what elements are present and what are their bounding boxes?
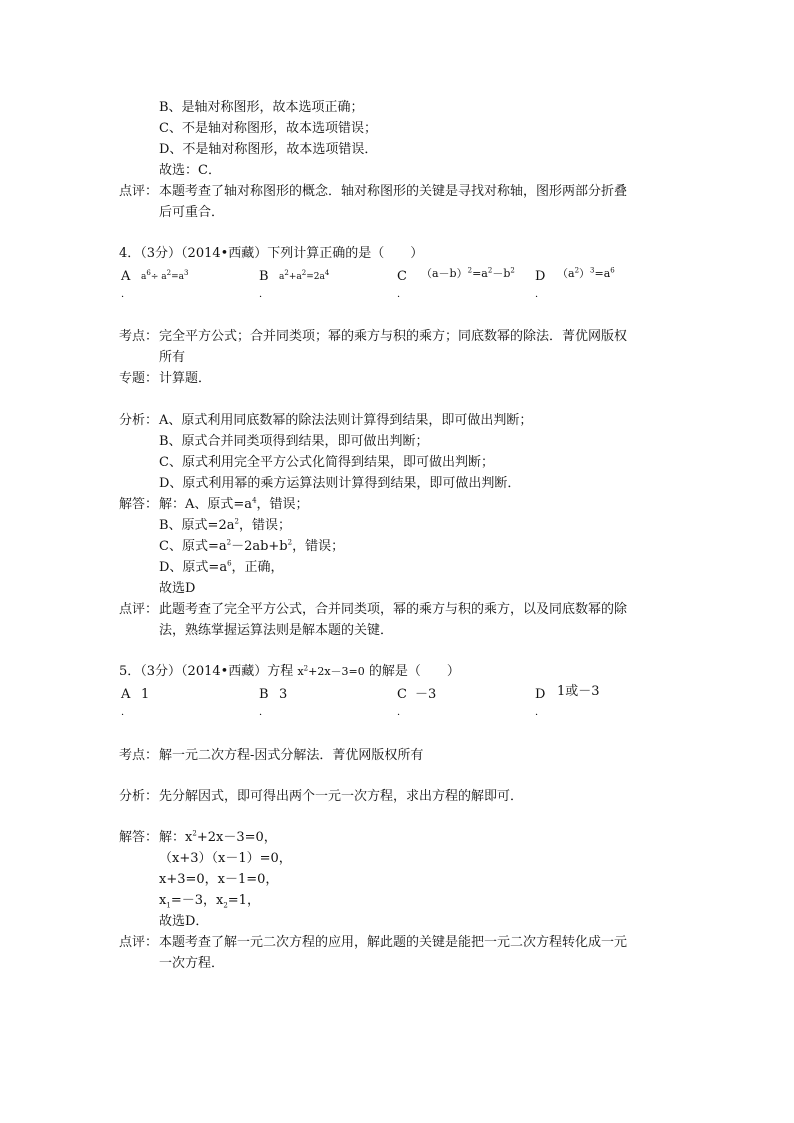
q5-comment-line2: 一次方程． (159, 956, 225, 971)
q3-option-b-note: B、是轴对称图形，故本选项正确； (159, 100, 364, 115)
q4-kaodian-label: 考点： (119, 329, 159, 344)
q4-jieda-line-c: C、原式$=a^2-2ab+b^2$，错误； (159, 538, 345, 554)
q4-option-d-expr: $(a^2)^3=a^6$ (557, 266, 615, 280)
q3-option-d-note: D、不是轴对称图形，故本选项错误． (159, 142, 378, 157)
q4-comment-label: 点评： (119, 602, 159, 617)
q4-kaodian-line1: 完全平方公式；合并同类项；幂的乘方与积的乘方；同底数幂的除法．菁优网版权 (159, 329, 628, 344)
option-dot: ． (397, 707, 407, 718)
q3-option-c-note: C、不是轴对称图形，故本选项错误； (159, 121, 377, 136)
q4-fenxi-d: D、原式利用幂的乘方运算法则计算得到结果，即可做出判断． (159, 476, 521, 491)
q4-kaodian-line2: 所有 (159, 350, 186, 365)
q5-stem: 5．（3分）（2014•西藏）方程 $x^2+2x-3=0$ 的解是（ ） (119, 664, 460, 679)
option-dot: ． (397, 289, 407, 300)
q5-fenxi: 先分解因式，即可得出两个一元一次方程，求出方程的解即可． (159, 789, 524, 804)
q5-option-d-letter: D (535, 687, 546, 702)
q5-option-c-letter: C (397, 687, 407, 702)
q5-comment-line1: 本题考查了解一元二次方程的应用，解此题的关键是能把一元二次方程转化成一元 (159, 935, 628, 950)
q5-jieda-step4: $x_1=-3$，$x_2=1$， (159, 893, 260, 910)
q4-option-b-expr: $a^2+a^2=2a^4$ (279, 269, 330, 282)
q5-option-c: －3 (415, 687, 437, 702)
option-dot: ． (259, 289, 269, 300)
q4-fenxi-label: 分析： (119, 413, 159, 428)
q5-kaodian: 解一元二次方程-因式分解法．菁优网版权所有 (159, 748, 424, 763)
q4-fenxi-c: C、原式利用完全平方公式化简得到结果，即可做出判断； (159, 455, 494, 470)
q4-jieda-line-a: 解：A、原式$=a^4$，错误； (159, 496, 309, 512)
q4-option-c-expr: $(a-b)^2=a^2-b^2$ (421, 266, 515, 280)
q5-option-d: 1或－3 (557, 684, 600, 699)
q4-option-a-letter: A (121, 269, 131, 284)
q4-fenxi-b: B、原式合并同类项得到结果，即可做出判断； (159, 434, 429, 449)
q3-comment-label: 点评： (119, 184, 159, 199)
q4-jieda-line-d: D、原式$=a^6$，正确， (159, 559, 284, 575)
q5-jieda-label: 解答： (119, 830, 159, 845)
option-dot: ． (535, 707, 545, 718)
q5-comment-label: 点评： (119, 935, 159, 950)
q5-option-a-letter: A (121, 687, 131, 702)
q4-zhuanti: 计算题． (159, 371, 212, 386)
q3-comment-line2: 后可重合． (159, 205, 225, 220)
q4-fenxi-a: A、原式利用同底数幂的除法法则计算得到结果，即可做出判断； (159, 413, 533, 428)
q4-answer: 故选D (159, 581, 196, 596)
q5-jieda-step1: 解：$x^2+2x-3=0$， (159, 829, 277, 845)
q4-comment-line2: 法，熟练掌握运算法则是解本题的关键． (159, 623, 394, 638)
option-dot: ． (121, 289, 131, 300)
option-dot: ． (121, 707, 131, 718)
q5-option-b: 3 (279, 687, 288, 702)
q3-answer: 故选：C． (159, 163, 221, 178)
q4-comment-line1: 此题考查了完全平方公式，合并同类项，幂的乘方与积的乘方，以及同底数幂的除 (159, 602, 628, 617)
q4-jieda-label: 解答： (119, 497, 159, 512)
q4-zhuanti-label: 专题： (119, 371, 159, 386)
q5-fenxi-label: 分析： (119, 789, 159, 804)
q5-jieda-step3: x+3=0，x－1=0， (159, 872, 279, 887)
q4-option-d-letter: D (535, 269, 546, 284)
option-dot: ． (259, 707, 269, 718)
q5-answer: 故选D． (159, 914, 209, 929)
option-dot: ． (535, 289, 545, 300)
q5-kaodian-label: 考点： (119, 748, 159, 763)
q4-jieda-line-b: B、原式$=2a^2$，错误； (159, 517, 291, 533)
q4-option-a-expr: $a^6\div a^2=a^3$ (141, 269, 189, 282)
q5-jieda-step2: （x+3）（x－1）=0， (159, 851, 292, 866)
q5-option-b-letter: B (259, 687, 269, 702)
q4-option-c-letter: C (397, 269, 407, 284)
q4-option-b-letter: B (259, 269, 269, 284)
q4-stem: 4．（3分）（2014•西藏）下列计算正确的是（ ） (119, 246, 424, 261)
q5-option-a: 1 (141, 687, 150, 702)
q3-comment-line1: 本题考查了轴对称图形的概念．轴对称图形的关键是寻找对称轴，图形两部分折叠 (159, 184, 628, 199)
